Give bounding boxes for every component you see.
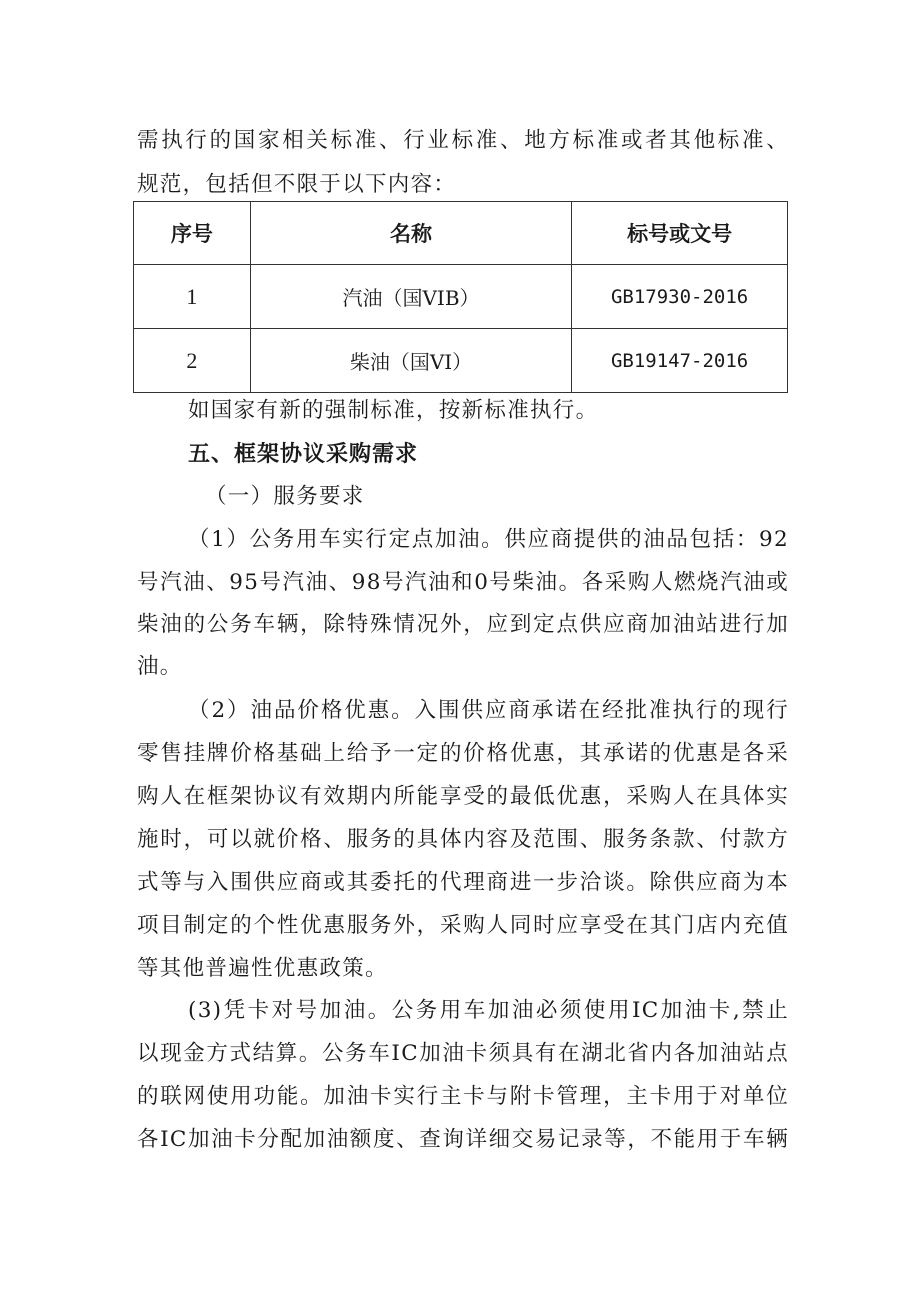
row-code: GB19147-2016 [572,329,788,393]
standards-table [133,201,788,393]
table-header-row [134,202,788,265]
section-title: 五、框架协议采购需求 [188,442,419,467]
paragraph-1-line-1: （1）公务用车实行定点加油。供应商提供的油品包括：92 [188,527,789,552]
row-name: 柴油（国VI） [250,329,571,393]
paragraph-3-line-3: 的联网使用功能。加油卡实行主卡与附卡管理，主卡用于对单位 [137,1084,789,1109]
paragraph-2-line-7: 等其他普遍性优惠政策。 [137,956,388,981]
header-name: 名称 [250,202,571,265]
paragraph-1-line-4: 油。 [137,654,183,679]
paragraph-3-line-1: (3)凭卡对号加油。公务用车加油必须使用IC加油卡,禁止 [188,998,789,1023]
note-line: 如国家有新的强制标准，按新标准执行。 [188,398,599,423]
paragraph-2-line-1: （2）油品价格优惠。入围供应商承诺在经批准执行的现行 [188,698,789,723]
row-no: 1 [134,265,251,329]
table-row [134,329,788,393]
paragraph-2-line-2: 零售挂牌价格基础上给予一定的价格优惠，其承诺的优惠是各采 [137,741,789,766]
row-name: 汽油（国VIB） [250,265,571,329]
paragraph-2-line-5: 式等与入围供应商或其委托的代理商进一步洽谈。除供应商为本 [137,870,789,895]
table-row [134,265,788,329]
subsection-title: （一）服务要求 [205,484,365,509]
intro-line-2: 规范，包括但不限于以下内容： [137,172,457,197]
paragraph-1-line-3: 柴油的公务车辆，除特殊情况外，应到定点供应商加油站进行加 [137,612,789,637]
paragraph-1-line-2: 号汽油、95号汽油、98号汽油和0号柴油。各采购人燃烧汽油或 [137,570,789,595]
header-no: 序号 [134,202,251,265]
paragraph-2-line-4: 施时，可以就价格、服务的具体内容及范围、服务条款、付款方 [137,827,789,852]
row-no: 2 [134,329,251,393]
paragraph-3-line-4: 各IC加油卡分配加油额度、查询详细交易记录等，不能用于车辆 [137,1127,789,1152]
paragraph-3-line-2: 以现金方式结算。公务车IC加油卡须具有在湖北省内各加油站点 [137,1041,789,1066]
row-code: GB17930-2016 [572,265,788,329]
header-code: 标号或文号 [572,202,788,265]
paragraph-2-line-3: 购人在框架协议有效期内所能享受的最低优惠，采购人在具体实 [137,784,789,809]
paragraph-2-line-6: 项目制定的个性优惠服务外，采购人同时应享受在其门店内充值 [137,913,789,938]
intro-line-1: 需执行的国家相关标准、行业标准、地方标准或者其他标准、 [137,128,789,153]
